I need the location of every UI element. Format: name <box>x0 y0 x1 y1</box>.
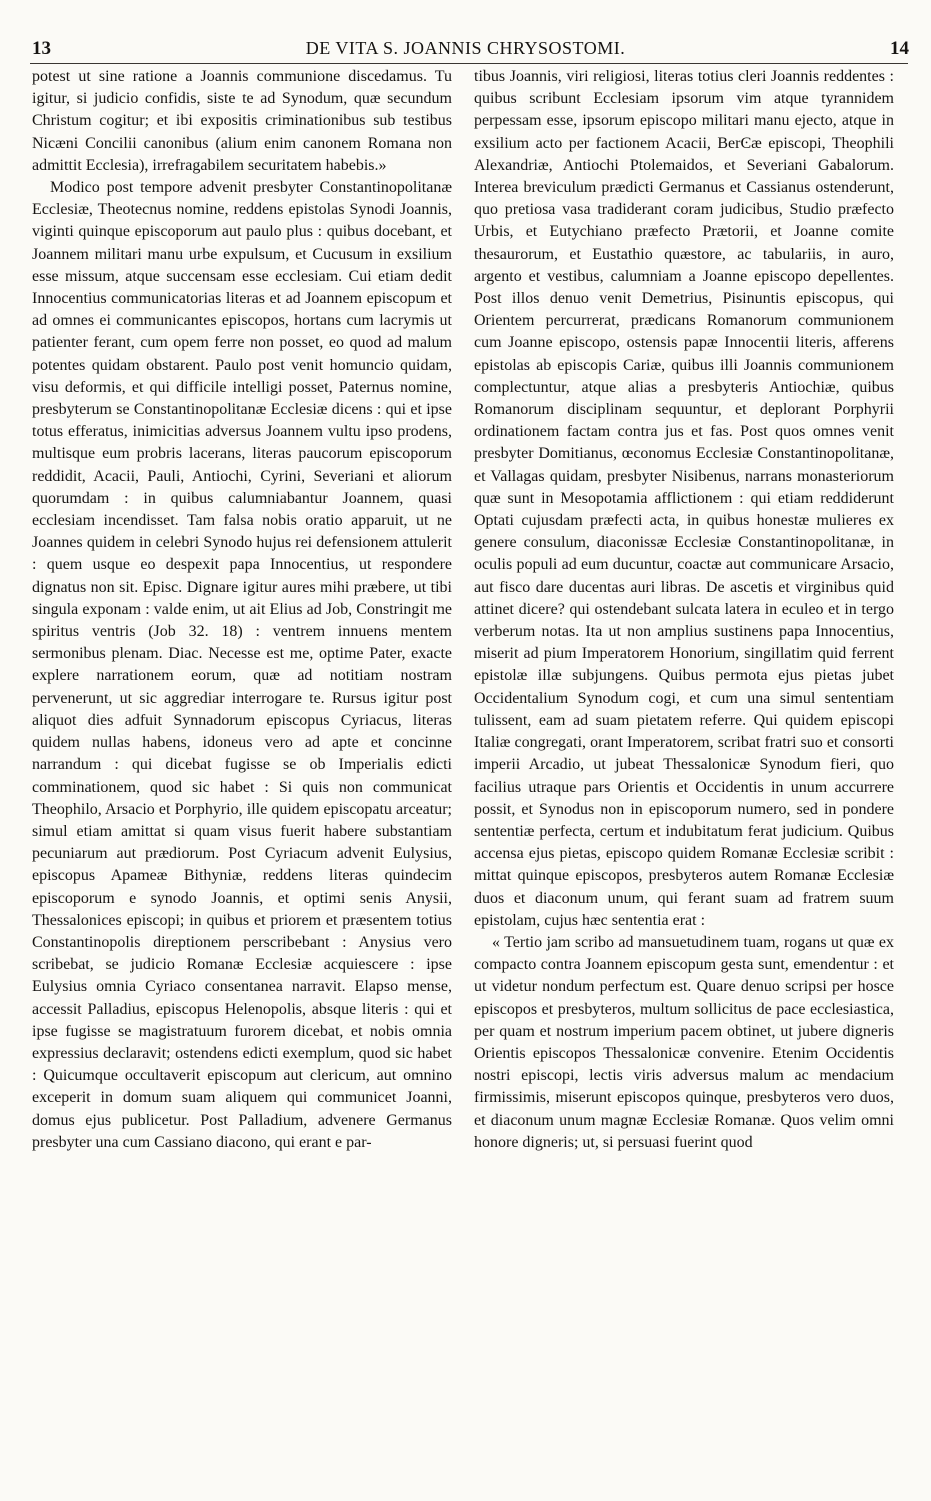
paragraph: tibus Joannis, viri religiosi, literas totius cleri Joannis reddentes : quibus scribunt Ecclesiam ipsorum vim atque tyrannidem perpessam esse, ipsorum episcopo militari manu ejecto, atque in exsilium acto per factionem Acacii, BerϾæ episcopi, Theophili Alexandriæ, Antiochi Ptolemaidos, et Severiani Gabalorum. Interea breviculum prædicti Germanus et Cassianus ostenderunt, quo pretiosa vasa tradiderant coram judicibus, Studio præfecto Urbis, et Eutychiano præfecto Prætorii, et Joanne comite thesaurorum, et Eustathio quæstore, ac tabulariis, in auro, argento et vestibus, calumniam a Joanne episcopo depellentes. Post illos denuo venit Demetrius, Pisinuntis episcopus, qui Orientem percurrerat, prædicans Romanorum communionem cum Joanne episcopo, ostensis papæ Innocentii literis, afferens epistolas ab episcopis Cariæ, quibus illi Joannis communionem complectuntur, atque alias a presbyteris Antiochiæ, quibus Romanorum disciplinam sequuntur, et deplorant Porphyrii ordinationem factam contra jus et fas. Post quos omnes venit presbyter Domitianus, œconomus Ecclesiæ Constantinopolitanæ, et Vallagas quidam, presbyter Nisibenus, narrans monasteriorum quæ sunt in Mesopotamia afflictionem : qui etiam reddiderunt Optati cujusdam præfecti acta, in quibus honestæ mulieres ex genere consulum, diaconissæ Ecclesiæ Constantinopolitanæ, in oculis populi ad eum ducuntur, coactæ aut communicare Arsacio, aut fisco dare ducentas auri libras. De ascetis et virginibus quid attinet dicere? qui ostendebant sulcata latera in eculeo et in tergo verberum notas. Ita ut non amplius sustinens papa Innocentius, miserit ad pium Imperatorem Honorium, singillatim quid ferrent epistolæ illæ subjungens. Quibus permota ejus pietas jubet Occidentalium Synodum cogi, et cum una simul sententiam tulissent, eam ad suam pietatem referre. Qui quidem episcopi Italiæ congregati, orant Imperatorem, scribat fratri suo et consorti imperii Arcadio, ut jubeat Thessalonicæ Synodum fieri, quo facilius utraque pars Orientis et Occidentis in unum accurrere possit, et Synodus non in episcoporum numero, sed in pondere sententiæ perfecta, certum et indubitatum ferat judicium. Quibus accensa ejus pietas, episcopo quidem Romanæ Ecclesiæ scribit : mittat quinque episcopos, presbyteros autem Romanæ Ecclesiæ duos et diaconum unum, qui ferant suam ad fratrem suum epistolam, cujus hæc sententia erat : <box>474 68 894 929</box>
page-number-left: 13 <box>32 38 51 59</box>
paragraph: potest ut sine ratione a Joannis communione discedamus. Tu igitur, si judicio confidis, siste te ad Synodum, quæ secundum Christum cogitur; et ibi expositis criminationibus sub testibus Nicæni Concilii canonibus (alium enim canonem Romana non admittit Ecclesia), irrefragabilem securitatem habebis.» <box>32 68 452 174</box>
right-column <box>474 66 894 1154</box>
running-title: DE VITA S. JOANNIS CHRYSOSTOMI. <box>305 38 626 58</box>
header-rule <box>30 63 908 64</box>
running-header <box>0 38 931 62</box>
paragraph: « Tertio jam scribo ad mansuetudinem tuam, rogans ut quæ ex compacto contra Joannem episcopum gesta sunt, emendentur : et ut videtur nondum perfectum est. Quare denuo scripsi per hosce episcopos et presbyteros, multum sollicitus de pace ecclesiastica, per quam et nostrum imperium pacem obtinet, ut jubere digneris Orientis episcopos Thessalonicæ convenire. Etenim Occidentis nostri episcopi, lectis viris adversus malum ac mendacium firmissimis, miserunt episcopos quinque, presbyteros vero duos, et diaconum unum magnæ Ecclesiæ Romanæ. Quos velim omni honore digneris; ut, si persuasi fuerint quod <box>474 933 894 1151</box>
paragraph: Modico post tempore advenit presbyter Constantinopolitanæ Ecclesiæ, Theotecnus nomine, reddens epistolas Synodi Joannis, viginti quinque episcoporum aut paulo plus : quibus docebant, et Joannem militari manu urbe expulsum, et Cucusum in exsilium esse missum, atque succensam esse ecclesiam. Cui etiam dedit Innocentius communicatorias literas et ad Joannem episcopum et ad omnes ei communicantes episcopos, hortans cum lacrymis ut patienter ferant, cum opem ferre non posset, eo quod ad malum potentes quidam obstarent. Paulo post venit homuncio quidam, visu deformis, et qui difficile intelligi posset, Paternus nomine, presbyterum se Constantinopolitanæ Ecclesiæ dicens : qui et ipse totus efferatus, inimicitias adversus Joannem vultu ipso prodens, multisque eum probris lacerans, literas paucorum episcoporum reddidit, Acacii, Pauli, Antiochi, Cyrini, Severiani et aliorum quorumdam : in quibus calumniabantur Joannem, quasi ecclesiam incendisset. Tam falsa nobis oratio apparuit, ut ne Joannes quidem in celebri Synodo hujus rei defensionem attulerit : quem usque eo despexit papa Innocentius, ut respondere dignatus non sit. Episc. Dignare igitur aures mihi præbere, ut tibi singula exponam : valde enim, ut ait Elius ad Job, Constringit me spiritus ventris (Job 32. 18) : ventrem innuens mentem sermonibus plenam. Diac. Necesse est me, optime Pater, exacte explere narrationem eorum, quæ ad notitiam nostram pervenerunt, ut sic aggrediar interrogare te. Rursus igitur post aliquot dies adfuit Synnadorum episcopus Cyriacus, literas quidem nullas habens, idoneus vero ad apte et concinne narrandum : qui dicebat fugisse se ob Imperialis edicti comminationem, quod sic habet : Si quis non communicat Theophilo, Arsacio et Porphyrio, ille quidem episcopatu arceatur; simul etiam amittat si quam visus fuerit habere substantiam pecuniarum aut prædiorum. Post Cyriacum advenit Eulysius, episcopus Apameæ Bithyniæ, reddens literas quindecim episcoporum e synodo Joannis, et optimi senis Anysii, Thessalonices episcopi; in quibus et priorem et præsentem totius Constantinopolis direptionem perscribebant : Anysius vero scribebat, se judicio Romanæ Ecclesiæ acquiescere : ipse Eulysius omnia Cyriaco consentanea narravit. Elapso mense, accessit Palladius, episcopus Helenopolis, absque literis : qui et ipse fugisse se magistratuum furorem dicebat, et nobis omnia expressius declaravit; ostendens edicti exemplum, quod sic habet : Quicumque occultaverit episcopum aut clericum, aut omnino exceperit in domum suam aliquem qui communicet Joanni, domus ejus publicetur. Post Palladium, advenere Germanus presbyter una cum Cassiano diacono, qui erant e par- <box>32 179 452 1151</box>
page-number-right: 14 <box>890 38 909 59</box>
left-column <box>32 66 452 1154</box>
